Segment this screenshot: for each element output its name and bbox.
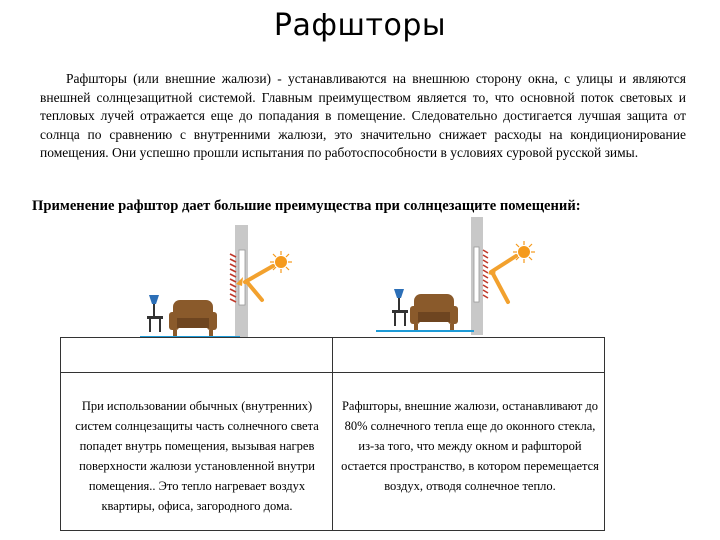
window-glass [239, 250, 245, 305]
armchair-icon [169, 300, 217, 336]
sun-rays [245, 266, 273, 300]
exterior-blinds-caption: Рафшторы, внешние жалюзи, останавливают до 80% солнечного тепла еще до оконного стекла, из-за того, что между окном и рафшторой остается пространство, в котором перемещается воздух, отводя солнечное тепло. [341, 399, 599, 493]
floor-lamp-icon [392, 289, 408, 326]
sun-icon [270, 251, 292, 273]
subheading: Применение рафштор дает большие преимущества при солнцезащите помещений: [32, 198, 581, 214]
sun-rays [491, 256, 516, 302]
table-column-divider [332, 338, 333, 530]
armchair-icon [410, 294, 458, 330]
interior-blinds-caption: При использовании обычных (внутренних) систем солнцезащиты часть солнечного света попадет внутрь помещения, вызывая нагрев поверхности жалюзи установленной внутри помещения.. Это тепло нагревает воздух квартиры, офиса, загородного дома. [75, 399, 319, 513]
window-glass [474, 247, 479, 302]
sun-icon [513, 241, 535, 263]
floor-lamp-icon [147, 295, 163, 332]
intro-paragraph: Рафшторы (или внешние жалюзи) - устанавливаются на внешнюю сторону окна, с улицы и являются внешней солнцезащитной системой. Главным преимуществом является то, что основной поток световых и тепловых лучей отражается еще до попадания в помещение. Следовательно достигается лучшая защита от солнца по сравнению с внутренними жалюзи, это значительно снижает расходы на кондиционирование помещения. Они успешно прошли испытания по работоспособности в условиях суровой русской зимы. [40, 71, 686, 160]
comparison-table [60, 337, 605, 531]
page-title: Рафшторы [273, 8, 447, 43]
interior-blinds-illustration [135, 220, 300, 345]
exterior-blinds-illustration [368, 212, 543, 337]
exterior-blind-slats [483, 250, 488, 298]
